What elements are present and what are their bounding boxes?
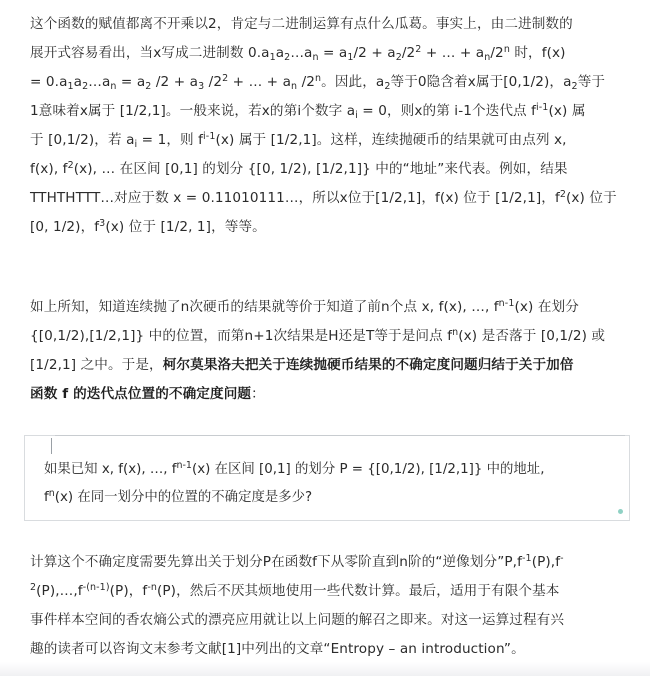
text-line <box>30 606 622 635</box>
resize-handle-icon[interactable] <box>618 509 623 514</box>
text-run: 等于 <box>577 74 606 90</box>
text-run: (P),…,f <box>36 583 83 599</box>
text-line <box>44 484 544 512</box>
text-run: f(x), f <box>30 161 68 177</box>
text-line <box>30 155 622 184</box>
paragraph-binary-expansion <box>30 10 622 242</box>
subscript: n <box>291 81 298 92</box>
text-run: a <box>73 74 83 90</box>
text-run: (x), … 在区间 [0,1] 的划分 {[0, 1/2), [1/2,1]} 中的“地址”来代表。例如，结果 <box>73 161 568 177</box>
text-line <box>30 97 622 126</box>
bottom-fade <box>0 662 650 676</box>
text-run: 时，f(x) <box>509 45 566 61</box>
text-run: /2 + a <box>353 45 396 61</box>
subscript: 3 <box>198 81 205 92</box>
text-run: (x) 在划分 <box>514 299 579 315</box>
superscript: n-1 <box>176 460 192 471</box>
text-run: (x) 在同一划分中的位置的不确定度是多少? <box>54 490 313 505</box>
subscript: n <box>312 52 319 63</box>
superscript: 2 <box>67 160 74 171</box>
quote-top-rule <box>55 435 625 436</box>
text-run: TTHTHTTT…对应于数 x = 0.11010111…，所以x位于[1/2,1]，f(x) 位于 [1/2,1]，f <box>30 190 560 206</box>
text-run: (P),f <box>531 554 561 570</box>
text-run: = 0.a <box>30 74 68 90</box>
text-run: /2 + a <box>151 74 199 90</box>
superscript: 2 <box>30 582 37 593</box>
text-line <box>30 184 622 213</box>
text-line <box>30 380 622 409</box>
superscript: n-1 <box>498 298 515 309</box>
subscript: 2 <box>384 81 391 92</box>
bold-text: 柯尔莫果洛夫把关于连续抛硬币结果的不确定度问题归结于关于加倍 <box>162 357 574 373</box>
text-run: {[0,1/2),[1/2,1]} 中的位置，而第n+1次结果是H还是T等于是问点 f <box>30 328 453 344</box>
subscript: 1 <box>67 81 74 92</box>
subscript: 2 <box>82 81 89 92</box>
blockquote-question <box>24 435 630 521</box>
superscript: -1 <box>522 553 532 564</box>
text-run: /2 <box>401 45 416 61</box>
text-run: = a <box>318 45 348 61</box>
subscript: n <box>484 52 491 63</box>
text-run: 。因此，a <box>321 74 385 90</box>
text-run: = 0，则x的第 i-1个迭代点 f <box>357 103 537 119</box>
superscript: -(n-1) <box>82 582 110 593</box>
subscript: 2 <box>145 81 152 92</box>
superscript: n <box>503 44 510 55</box>
text-run: [1/2,1] 之中。于是， <box>30 357 163 373</box>
text-line <box>30 635 622 664</box>
text-run: = a <box>116 74 146 90</box>
text-line <box>30 213 622 242</box>
text-run: 事件样本空间的香农熵公式的漂亮应用就让以上问题的解召之即来。对这一运算过程有兴 <box>30 612 565 628</box>
subscript: i <box>134 139 138 150</box>
text-line <box>30 10 622 39</box>
text-run: + … + a <box>421 45 485 61</box>
text-run: …a <box>88 74 111 90</box>
subscript: 1 <box>347 52 354 63</box>
superscript: 2 <box>559 189 566 200</box>
subscript: i <box>355 110 358 121</box>
superscript: 2 <box>415 44 422 55</box>
text-run: /2 <box>490 45 504 61</box>
quote-text <box>44 456 544 512</box>
text-run: (x) 属于 [1/2,1]。这样，连续抛硬币的结果就可由点列 x, <box>215 132 567 148</box>
text-run: (x) 位于 [1/2, 1]，等等。 <box>105 219 266 235</box>
superscript: n <box>452 327 459 338</box>
text-run: f <box>44 490 49 505</box>
superscript: -n <box>147 582 157 593</box>
text-run: 趣的读者可以咨询文末参考文献[1]中列出的文章“Entropy – an introduction”。 <box>30 641 525 657</box>
text-run: 如果已知 x, f(x), …, f <box>44 462 177 477</box>
text-run: (x) 在区间 [0,1] 的划分 P = {[0,1/2), [1/2,1]} 中的地址, <box>191 462 545 477</box>
subscript: n <box>110 81 117 92</box>
text-run: (x) 属 <box>548 103 586 119</box>
text-run: (P)，然后不厌其烦地使用一些代数计算。最后，适用于有限个基本 <box>156 583 560 599</box>
superscript: - <box>560 553 564 564</box>
paragraph-entropy <box>30 548 622 664</box>
text-run: a <box>275 45 285 61</box>
text-run: = 1，则 f <box>137 132 204 148</box>
subscript: 2 <box>284 52 291 63</box>
bold-text: 函数 f 的迭代点位置的不确定度问题 <box>30 386 252 402</box>
text-run: ： <box>251 386 265 402</box>
text-run: 如上所知，知道连续抛了n次硬币的结果就等价于知道了前n个点 x, f(x), …, f <box>30 299 499 315</box>
superscript: 2 <box>222 73 229 84</box>
text-line <box>44 456 544 484</box>
subscript: 1 <box>269 52 276 63</box>
text-run: + … + a <box>228 74 292 90</box>
text-run: /2 <box>204 74 223 90</box>
superscript: i-1 <box>203 131 216 142</box>
text-line <box>30 293 622 322</box>
text-run: 于 [0,1/2)，若 a <box>30 132 135 148</box>
text-run: 展开式容易看出，当x写成二进制数 0.a <box>30 45 270 61</box>
text-line <box>30 126 622 155</box>
superscript: n <box>48 488 55 499</box>
text-run: (x) 是否落于 [0,1/2) 或 <box>458 328 606 344</box>
text-run: …a <box>290 45 313 61</box>
text-line <box>30 351 622 380</box>
text-run: /2 <box>297 74 316 90</box>
text-run: 1意味着x属于 [1/2,1]。一般来说，若x的第i个数字 a <box>30 103 356 119</box>
superscript: i-1 <box>536 102 549 113</box>
text-caret <box>51 438 52 454</box>
text-line <box>30 548 622 577</box>
subscript: 2 <box>571 81 578 92</box>
subscript: 2 <box>395 52 402 63</box>
text-line <box>30 68 622 97</box>
text-run: 计算这个不确定度需要先算出关于划分P在函数f下从零阶直到n阶的“逆像划分”P,f <box>30 554 522 570</box>
text-run: (x) 位于 <box>566 190 617 206</box>
superscript: 3 <box>99 218 106 229</box>
text-run: 等于0隐含着x属于[0,1/2)，a <box>390 74 572 90</box>
text-line <box>30 577 622 606</box>
text-run: 这个函数的赋值都离不开乘以2，肯定与二进制运算有点什么瓜葛。事实上，由二进制数的 <box>30 16 573 32</box>
text-run: [0, 1/2)，f <box>30 219 100 235</box>
paragraph-kolmogorov <box>30 293 622 409</box>
text-line <box>30 39 622 68</box>
text-run: (P)，f <box>109 583 148 599</box>
text-line <box>30 322 622 351</box>
superscript: n <box>315 73 322 84</box>
